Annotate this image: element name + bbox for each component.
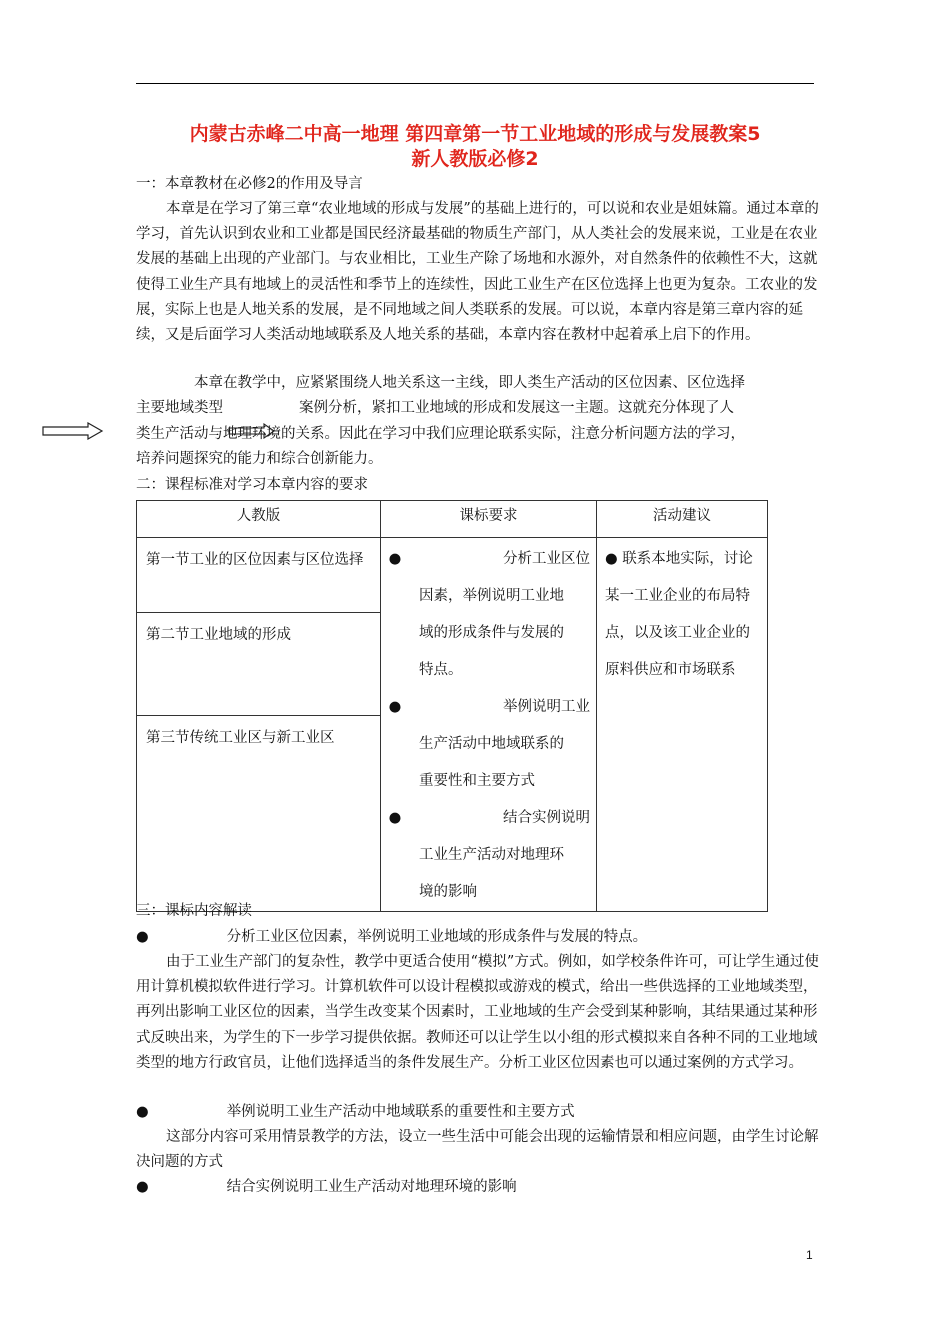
title-line-2: 新人教版必修2 [411, 148, 539, 170]
section-cell: 第二节工业地域的形成 [137, 612, 381, 715]
table-header-row [137, 501, 768, 538]
activity-text: 联系本地实际，讨论某一工业企业的布局特点，以及该工业企业的原料供应和市场联系 [605, 551, 753, 678]
section-1-paragraph-2-line-3: 类生产活动与地理环境的关系。因此在学习中我们应理论联系实际，注意分析问题方法的学习， [136, 426, 745, 442]
table-row [137, 538, 768, 613]
table-header-cell: 人教版 [137, 501, 381, 538]
curriculum-table [136, 500, 768, 912]
main-region-types-text: 主要地域类型 [136, 400, 223, 416]
section-1-paragraph-1: 本章是在学习了第三章“农业地域的形成与发展”的基础上进行的，可以说和农业是姐妹篇。通过本章的学习，首先认识到农业和工业都是国民经济最基础的物质生产部门，从人类社会的发展来说，工业是在农业发展的基础上出现的产业部门。与农业相比，工业生产除了场地和水源外，对自然条件的依赖性不大，这就使得工业生产具有地域上的灵活性和季节上的连续性，因此工业生产在区位选择上也更为复杂。工农业的发展，实际上也是人地关系的发展，是不同地域之间人类联系的发展。可以说，本章内容是第三章内容的延续，又是后面学习人类活动地域联系及人地关系的基础，本章内容在教材中起着承上启下的作用。 [136, 201, 819, 344]
bullet-icon: ● [605, 551, 618, 567]
case-analysis-text: 案例分析，紧扣工业地域的形成和发展这一主题。这就充分体现了人 [299, 400, 734, 416]
table-header-cell: 活动建议 [597, 501, 768, 538]
page-number: 1 [806, 1248, 813, 1262]
document-title [136, 122, 814, 172]
section-1-heading: 一：本章教材在必修2的作用及导言 [136, 176, 363, 192]
bullet-1-body: 由于工业生产部门的复杂性，教学中更适合使用“模拟”方式。例如，如学校条件许可，可让学生通过使用计算机模拟软件进行学习。计算机软件可以设计程模拟或游戏的模式，给出一些供选择的工业地域类型，再列出影响工业区位的因素，当学生改变某个因素时，工业地域的生产会受到某种影响，其结果通过某种形式反映出来，为学生的下一步学习提供依据。教师还可以让学生以小组的形式模拟来自各种不同的工业地域类型的地方行政官员，让他们选择适当的条件发展生产。分析工业区位因素也可以通过案例的方式学习。 [136, 954, 819, 1071]
bullet-3-title: ● 结合实例说明工业生产活动对地理环境的影响 [136, 1179, 517, 1195]
section-1-paragraph-2-line-4: 培养问题探究的能力和综合创新能力。 [136, 451, 383, 467]
requirement-item: ● 分析工业区位 [381, 541, 596, 578]
bullet-icon: ● [136, 1104, 149, 1120]
requirement-item: ● 举例说明工业 [381, 689, 596, 726]
section-cell: 第三节传统工业区与新工业区 [137, 715, 381, 911]
section-1-paragraph-2-line-1: 本章在教学中，应紧紧围绕人地关系这一主线，即人类生产活动的区位因素、区位选择 [194, 375, 745, 391]
bullet-icon: ● [388, 551, 402, 567]
bullet-icon: ● [388, 699, 402, 715]
section-3-heading: 三：课标内容解读 [136, 903, 252, 919]
requirement-item: ● 结合实例说明 [381, 800, 596, 837]
bullet-2-body: 这部分内容可采用情景教学的方法，设立一些生活中可能会出现的运输情景和相应问题，由学生讨论解决问题的方式 [136, 1129, 819, 1171]
section-cell: 第一节工业的区位因素与区位选择 [137, 538, 381, 613]
bullet-icon: ● [136, 1179, 149, 1195]
bullet-icon: ● [388, 810, 402, 826]
section-2-heading: 二：课程标准对学习本章内容的要求 [136, 477, 368, 493]
activity-cell [597, 538, 768, 912]
header-rule [136, 83, 814, 84]
title-line-1: 内蒙古赤峰二中高一地理 第四章第一节工业地域的形成与发展教案5 [189, 123, 761, 145]
requirements-cell: ● 分析工业区位 因素，举例说明工业地 域的形成条件与发展的 特点。 ● 举例说明工业 生产活动中地域联系的 重要性和主要方式 ● 结合实例说明 工业生产活动对地理环 境的影响 [381, 538, 597, 912]
bullet-1-title: ● 分析工业区位因素，举例说明工业地域的形成条件与发展的特点。 [136, 929, 648, 945]
section-1-paragraph-2-line-2 [136, 396, 820, 421]
left-double-arrow-icon [42, 422, 104, 440]
table-header-cell: 课标要求 [381, 501, 597, 538]
inline-double-arrow-icon [228, 423, 276, 439]
bullet-icon: ● [136, 929, 149, 945]
bullet-2-title: ● 举例说明工业生产活动中地域联系的重要性和主要方式 [136, 1104, 575, 1120]
